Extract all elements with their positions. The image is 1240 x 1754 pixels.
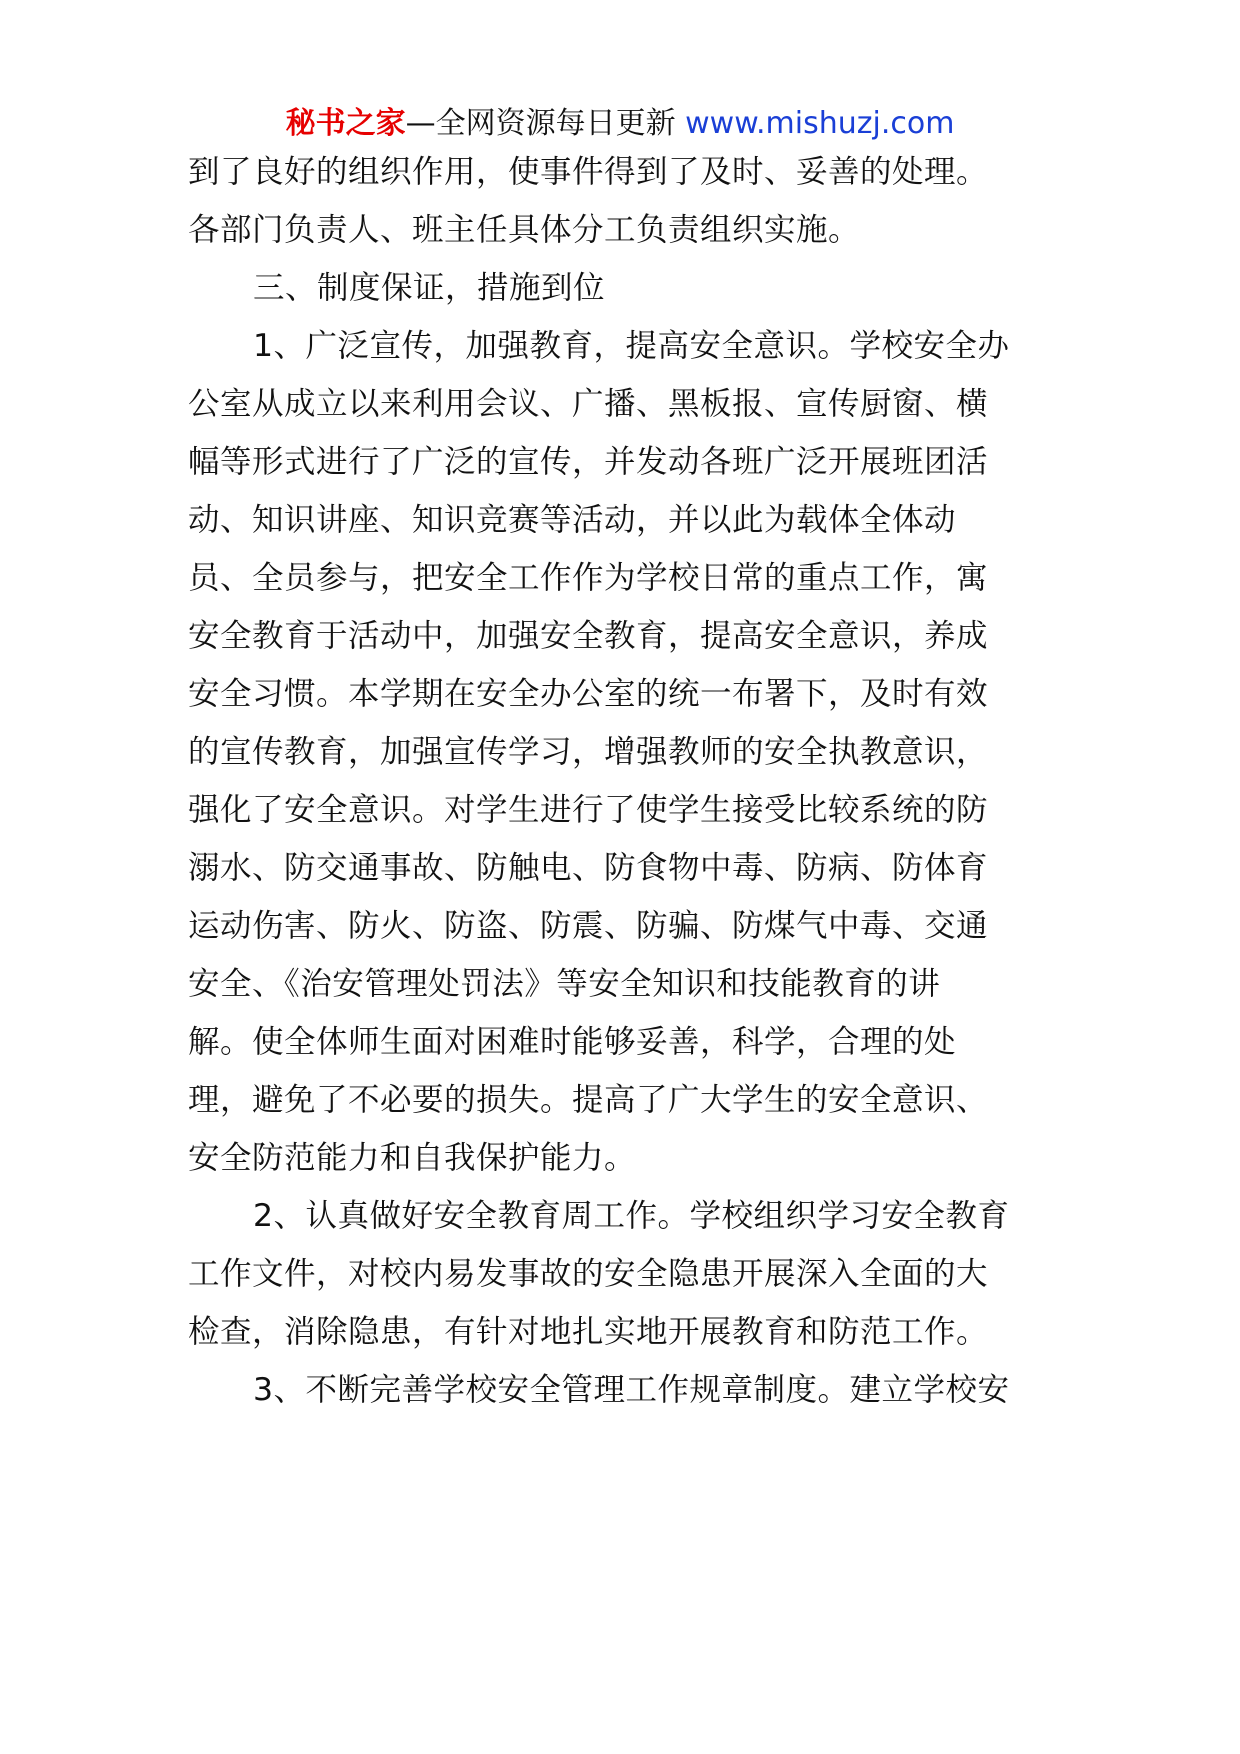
site-brand: 秘书之家 — [285, 106, 406, 141]
body-line: 安全防范能力和自我保护能力。 — [188, 1140, 637, 1176]
body-line: 动、知识讲座、知识竞赛等活动，并以此为载体全体动 — [188, 502, 957, 538]
body-line: 各部门负责人、班主任具体分工负责组织实施。 — [188, 212, 861, 248]
site-url-link[interactable]: www.mishuzj.com — [685, 106, 955, 141]
body-line: 解。使全体师生面对困难时能够妥善，科学，合理的处 — [188, 1024, 957, 1060]
body-line: 安全习惯。本学期在安全办公室的统一布署下，及时有效 — [188, 676, 989, 712]
body-line: 溺水、防交通事故、防触电、防食物中毒、防病、防体育 — [188, 850, 989, 886]
body-line: 工作文件，对校内易发事故的安全隐患开展深入全面的大 — [188, 1256, 989, 1292]
body-line: 的宣传教育，加强宣传学习，增强教师的安全执教意识， — [188, 734, 989, 770]
site-header — [0, 100, 1240, 148]
section-heading: 三、制度保证，措施到位 — [253, 270, 606, 306]
body-line: 到了良好的组织作用，使事件得到了及时、妥善的处理。 — [188, 154, 989, 190]
site-slogan: —全网资源每日更新 — [405, 106, 676, 141]
body-line: 检查，消除隐患，有针对地扎实地开展教育和防范工作。 — [188, 1314, 989, 1350]
body-line: 理，避免了不必要的损失。提高了广大学生的安全意识、 — [188, 1082, 989, 1118]
body-line: 3、不断完善学校安全管理工作规章制度。建立学校安 — [253, 1372, 1010, 1408]
body-line: 员、全员参与，把安全工作作为学校日常的重点工作，寓 — [188, 560, 989, 596]
body-line: 幅等形式进行了广泛的宣传，并发动各班广泛开展班团活 — [188, 444, 989, 480]
body-line: 2、认真做好安全教育周工作。学校组织学习安全教育 — [253, 1198, 1010, 1234]
body-line: 安全教育于活动中，加强安全教育，提高安全意识，养成 — [188, 618, 989, 654]
body-line: 1、广泛宣传，加强教育，提高安全意识。学校安全办 — [253, 328, 1010, 364]
body-line: 强化了安全意识。对学生进行了使学生接受比较系统的防 — [188, 792, 989, 828]
body-line: 公室从成立以来利用会议、广播、黑板报、宣传厨窗、横 — [188, 386, 989, 422]
body-line: 运动伤害、防火、防盗、防震、防骗、防煤气中毒、交通 — [188, 908, 989, 944]
body-line: 安全、《治安管理处罚法》等安全知识和技能教育的讲 — [188, 966, 941, 1002]
